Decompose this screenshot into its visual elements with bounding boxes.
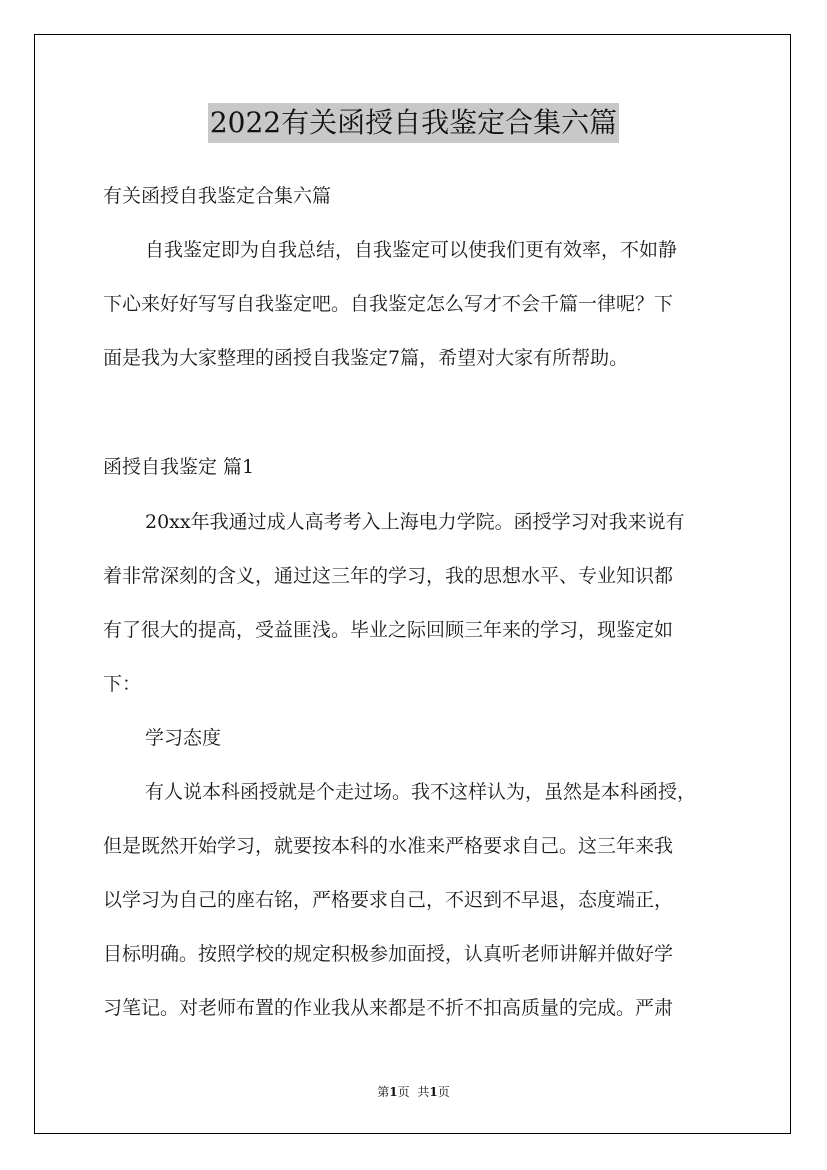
footer-total-prefix: 共 (417, 1085, 430, 1099)
intro-line: 自我鉴定即为自我总结，自我鉴定可以使我们更有效率，不如静 (145, 239, 678, 261)
page-footer (0, 1083, 827, 1100)
paragraph-line: 20xx年我通过成人高考考入上海电力学院。函授学习对我来说有 (145, 511, 685, 533)
paragraph-line: 习笔记。对老师布置的作业我从来都是不折不扣高质量的完成。严肃 (103, 997, 674, 1019)
footer-page-suffix: 页 (397, 1085, 410, 1099)
footer-total-number: 1 (429, 1085, 438, 1099)
document-subtitle: 有关函授自我鉴定合集六篇 (103, 185, 332, 207)
paragraph-line: 有了很大的提高，受益匪浅。毕业之际回顾三年来的学习，现鉴定如 (103, 619, 674, 641)
title-container (0, 103, 827, 143)
footer-total-suffix: 页 (437, 1085, 450, 1099)
paragraph-line: 有人说本科函授就是个走过场。我不这样认为，虽然是本科函授， (145, 781, 697, 803)
footer-page-number: 1 (389, 1085, 398, 1099)
footer-page-prefix: 第 (377, 1085, 390, 1099)
intro-line: 面是我为大家整理的函授自我鉴定7篇，希望对大家有所帮助。 (103, 347, 629, 369)
paragraph-line: 但是既然开始学习，就要按本科的水准来严格要求自己。这三年来我 (103, 835, 674, 857)
intro-line: 下心来好好写写自我鉴定吧。自我鉴定怎么写才不会千篇一律呢？下 (103, 293, 674, 315)
paragraph-line: 目标明确。按照学校的规定积极参加面授，认真听老师讲解并做好学 (103, 943, 674, 965)
document-title: 2022有关函授自我鉴定合集六篇 (208, 103, 619, 143)
paragraph-line: 以学习为自己的座右铭，严格要求自己，不迟到不早退，态度端正， (103, 889, 674, 911)
paragraph-line: 下： (103, 673, 142, 695)
section-heading: 函授自我鉴定 篇1 (103, 456, 255, 478)
paragraph-line: 着非常深刻的含义，通过这三年的学习，我的思想水平、专业知识都 (103, 565, 674, 587)
sub-heading: 学习态度 (145, 727, 222, 749)
